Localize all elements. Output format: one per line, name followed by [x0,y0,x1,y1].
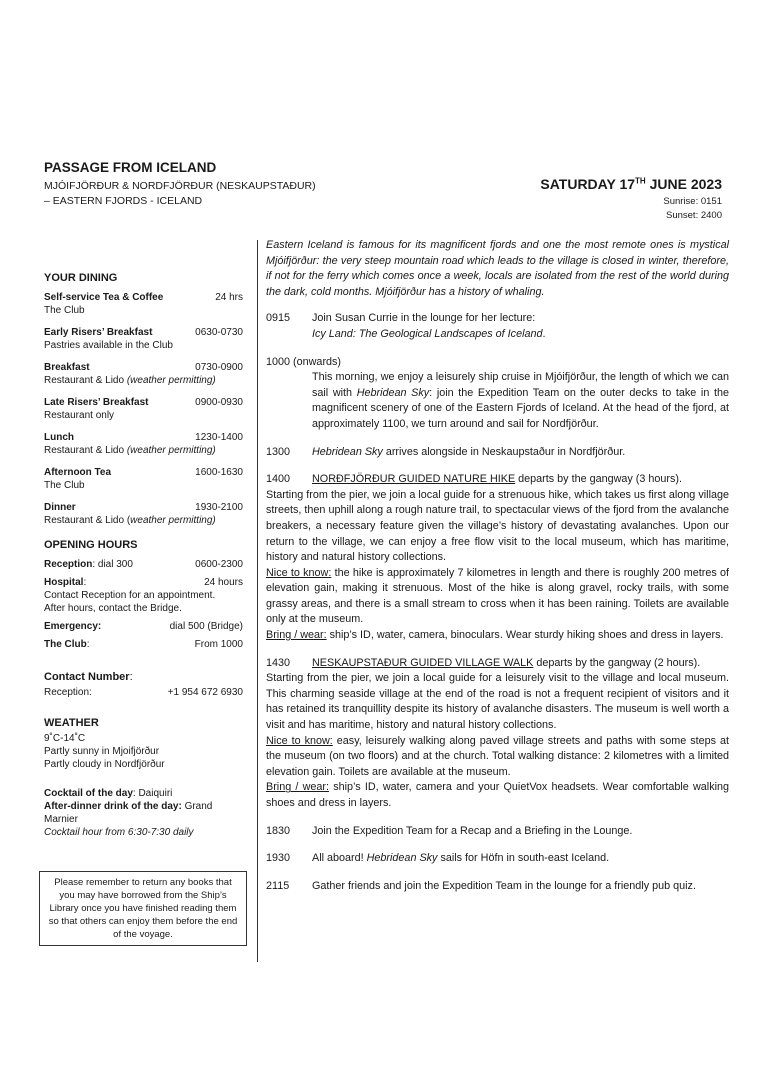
library-notice: Please remember to return any books that you may have borrowed from the Ship’s Library once you have finished reading them so that others can enjoy them before the end of the voyage. [39,871,247,946]
event-1300: 1300 Hebridean Sky arrives alongside in Neskaupstaður in Nordfjörður. [266,445,626,458]
opening-hours-heading: OPENING HOURS [44,539,138,551]
event-1830: 1830 Join the Expedition Team for a Recap and a Briefing in the Lounge. [266,824,633,837]
intro-paragraph: Eastern Iceland is famous for its magnificent fjords and one the most remote ones is mystical Mjóifjörður: the very steep mountain road which leads to the village is closed in winter, therefore, if not for the ferry which comes once a week, locals are isolated from the rest of the world during the dark, cold months. Mjóifjörður has a history of whaling. [266,239,729,298]
dining-item-name: Early Risers’ Breakfast [44,327,153,338]
lecture-title: Icy Land: The Geological Landscapes of Iceland. [312,327,546,340]
dining-heading: YOUR DINING [44,272,118,284]
cocktail-of-day: Cocktail of the day: Daiquiri [44,788,173,799]
dining-item-time: 1230-1400 [195,432,243,443]
dining-item [44,291,243,317]
event-0915: 0915 Join Susan Currie in the lounge for her lecture: Icy Land: The Geological Landscapes of Iceland. [266,311,729,342]
dining-item [44,431,243,457]
dining-list [44,291,243,527]
dining-item [44,396,243,422]
dining-item-time: 0630-0730 [195,327,243,338]
date-heading: SATURDAY 17TH JUNE 2023 [540,176,722,192]
hospital-note: Contact Reception for an appointment. [44,590,216,601]
dining-item [44,361,243,387]
nature-hike-description: Starting from the pier, we join a local guide for a strenuous hike, which takes us first along village streets, then uphill along a rough nature trail, to spectacular views of the fjord from the avalanche breakers, a necessary feature given the village’s history of devastating avalanches. Upon our return to the village, we can enjoy a free flow visit to the local museum, which has maritime, history and natural history collections. [266,488,729,564]
club-row: The Club: From 1000 [44,639,243,650]
dining-item-note: Pastries available in the Club [44,340,173,351]
page-title: PASSAGE FROM ICELAND [44,160,217,175]
nature-hike-title: NORÐFJÖRÐUR GUIDED NATURE HIKE [312,473,516,486]
dining-item [44,326,243,352]
itinerary [266,238,729,894]
event-1000: 1000 (onwards) This morning, we enjoy a leisurely ship cruise in Mjóifjörður, the length of which we can sail with Hebridean Sky: join the Expedition Team on the outer decks to take in the magnificent scenery of one of the Eastern Fjords of Iceland. At the head of the fjord, at approximately 1100, we turn around and sail for Nordfjörður. [266,355,729,430]
nature-hike-bring: Bring / wear: ship’s ID, water, camera, binoculars. Wear sturdy hiking shoes and dress in layers. [266,629,724,642]
dining-item-note: Restaurant only [44,410,115,421]
dining-item-note: The Club [44,305,85,316]
sunrise-time: Sunrise: 0151 [663,196,722,207]
dining-item-name: Dinner [44,502,76,513]
event-1400: 1400 NORÐFJÖRÐUR GUIDED NATURE HIKE departs by the gangway (3 hours). Starting from the pier, we join a local guide for a strenuous hike, which takes us first along village streets, then uphill along a rough nature trail, to spectacular views of the fjord from the avalanche breakers, a necessary feature given the village’s history of devastating avalanches. Upon our return to the village, we can enjoy a free flow visit to the local museum, which has maritime, history and natural history collections. Nice to know: the hike is approximately 7 kilometres in length and there is roughly 200 metres of elevation gain, making it strenuous. Most of the hike is along gravel, rocky trails, with some grassy areas, and there is a small stream to cross when it has been raining. Toilets are available only at the museum. Bring / wear: ship’s ID, water, camera, binoculars. Wear sturdy hiking shoes and dress in layers. [266,472,729,644]
dining-item-note: Restaurant & Lido (weather permitting) [44,445,216,456]
location-line-1: MJÓIFJÖRÐUR & NORDFJÖRÐUR (NESKAUPSTAÐUR) [44,180,316,192]
location-line-2: – EASTERN FJORDS - ICELAND [44,195,203,207]
sidebar [44,272,243,839]
hospital-note-after-hours: After hours, contact the Bridge. [44,603,182,614]
dining-item-time: 1600-1630 [195,467,243,478]
after-dinner-drink: After-dinner drink of the day: Grand Marnier [44,801,213,825]
event-2115: 2115 Gather friends and join the Expedition Team in the lounge for a friendly pub quiz. [266,879,696,892]
emergency-row: Emergency: dial 500 (Bridge) [44,621,243,632]
dining-item-name: Breakfast [44,362,90,373]
dining-item-time: 0730-0900 [195,362,243,373]
speaker-name: Susan Currie [334,312,398,325]
hospital-row: Hospital: 24 hours [44,577,243,588]
dining-item-name: Self-service Tea & Coffee [44,292,164,303]
dining-item-note: Restaurant & Lido (weather permitting) [44,515,216,526]
cocktail-hour: Cocktail hour from 6:30-7:30 daily [44,827,194,838]
dining-item-time: 0900-0930 [195,397,243,408]
weather-heading: WEATHER [44,717,99,729]
nature-hike-nice-to-know: Nice to know: the hike is approximately 7 kilometres in length and there is roughly 200 metres of elevation gain, making it strenuous. Most of the hike is along gravel, rocky trails, with some grassy areas, and there is a small stream to cross when it has been raining. Toilets are available only at the museum. [266,566,729,626]
dining-item [44,466,243,492]
dining-item-time: 1930-2100 [195,502,243,513]
event-1430: 1430 NESKAUPSTAÐUR GUIDED VILLAGE WALK departs by the gangway (2 hours). Starting from the pier, we join a local guide for a leisurely visit to the village and local museum. This charming seaside village at the end of the road is not a frequent recipient of visitors and it has retained its tranquillity despite its history of avalanche disasters. The museum is well worth a visit and has maritime, history and natural history collections. Nice to know: easy, leisurely walking along paved village streets and paths with some steps at the museum (on two floors) and at the church. Total walking distance: 2 kilometres with a limited elevation gain. Toilets are available at the museum. Bring / wear: ship’s ID, water, camera and your QuietVox headsets. Wear comfortable walking shoes and dress in layers. [266,656,729,812]
dining-item-name: Afternoon Tea [44,467,112,478]
village-walk-bring: Bring / wear: ship’s ID, water, camera and your QuietVox headsets. Wear comfortable walking shoes and dress in layers. [266,781,729,809]
village-walk-title: NESKAUPSTAÐUR GUIDED VILLAGE WALK [312,656,534,669]
dining-item-name: Late Risers’ Breakfast [44,397,149,408]
dining-item-time: 24 hrs [215,292,243,303]
contact-heading: Contact Number: [44,671,133,683]
weather-temp: 9˚C-14˚C [44,733,86,744]
village-walk-nice-to-know: Nice to know: easy, leisurely walking along paved village streets and paths with some steps at the museum (on two floors) and at the church. Total walking distance: 2 kilometres with a limited elevation gain. Toilets are available at the museum. [266,734,729,778]
reception-row: Reception: dial 300 0600-2300 [44,559,243,570]
dining-item-name: Lunch [44,432,74,443]
dining-item-note: The Club [44,480,85,491]
weather-line-1: Partly sunny in Mjoifjörður [44,746,160,757]
column-divider [257,240,258,962]
dining-item [44,501,243,527]
weather-line-2: Partly cloudy in Nordfjörður [44,759,165,770]
event-1930: 1930 All aboard! Hebridean Sky sails for Höfn in south-east Iceland. [266,852,610,865]
sunset-time: Sunset: 2400 [666,210,722,221]
village-walk-description: Starting from the pier, we join a local guide for a leisurely visit to the village and local museum. This charming seaside village at the end of the road is not a frequent recipient of visitors and it has retained its tranquillity despite its history of avalanche disasters. The museum is well worth a visit and has maritime, history and natural history collections. [266,672,729,732]
contact-row: Reception: +1 954 672 6930 [44,687,243,698]
dining-item-note: Restaurant & Lido (weather permitting) [44,375,216,386]
